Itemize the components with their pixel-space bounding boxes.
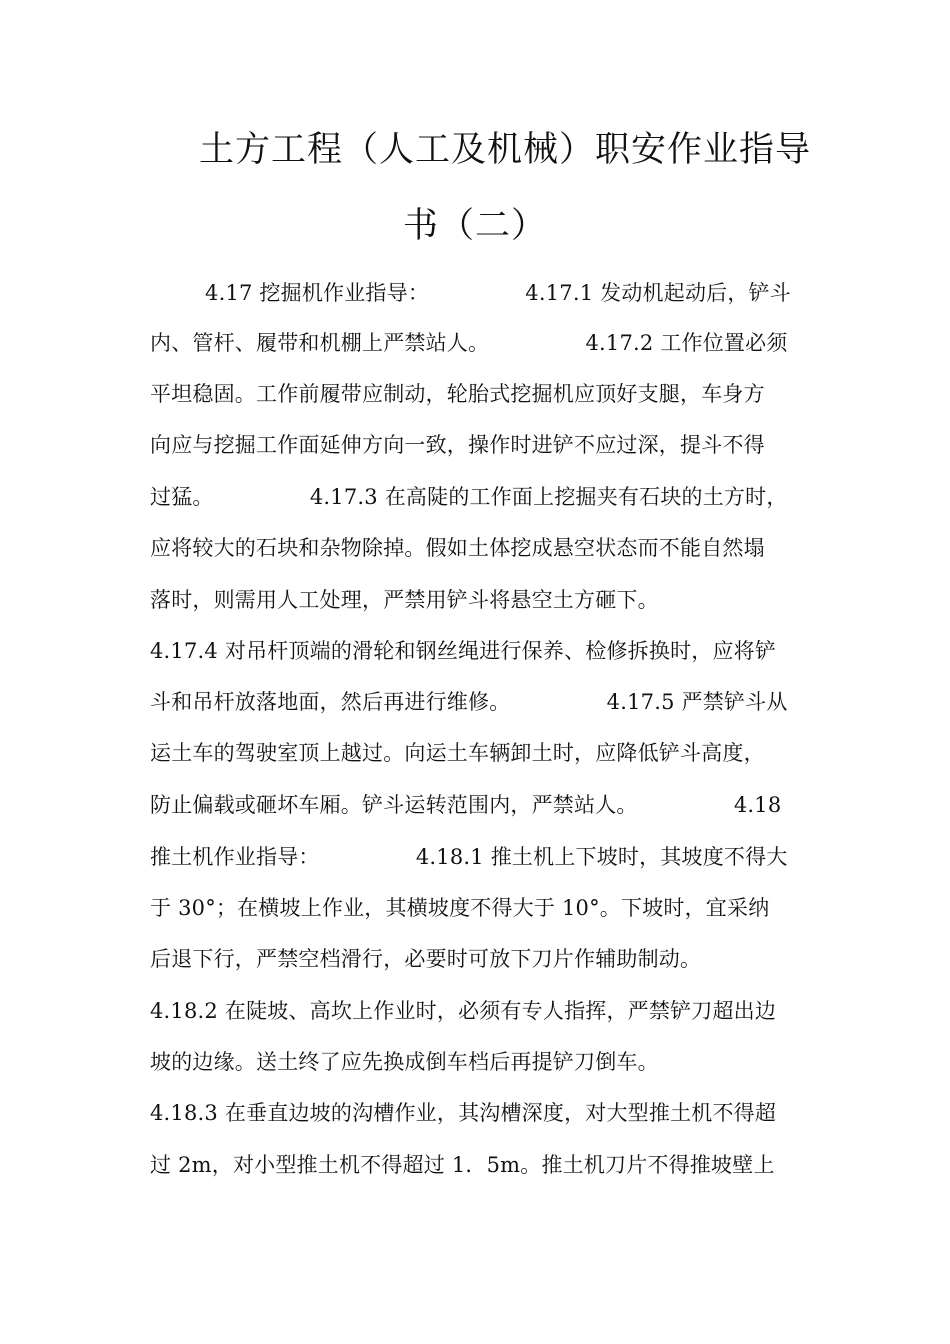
body-line: 内、管杆、履带和机棚上严禁站人。 4.17.2 工作位置必须 bbox=[150, 331, 788, 355]
body-line: 过猛。 4.17.3 在高陡的工作面上挖掘夹有石块的土方时， bbox=[150, 485, 788, 509]
document-title-line-1: 土方工程（人工及机械）职安作业指导 bbox=[198, 130, 811, 170]
body-line: 4.18.3 在垂直边坡的沟槽作业，其沟槽深度，对大型推土机不得超 bbox=[150, 1101, 777, 1125]
body-line: 防止偏载或砸坏车厢。铲斗运转范围内，严禁站人。 4.18 bbox=[150, 793, 782, 817]
body-line: 应将较大的石块和杂物除掉。假如土体挖成悬空状态而不能自然塌 bbox=[150, 536, 765, 560]
body-line: 落时，则需用人工处理，严禁用铲斗将悬空土方砸下。 bbox=[150, 588, 659, 612]
body-line: 过 2m，对小型推土机不得超过 1．5m。推土机刀片不得推坡壁上 bbox=[150, 1153, 775, 1177]
body-line: 推土机作业指导： 4.18.1 推土机上下坡时，其坡度不得大 bbox=[150, 845, 788, 869]
body-line: 后退下行，严禁空档滑行，必要时可放下刀片作辅助制动。 bbox=[150, 947, 702, 971]
body-line: 平坦稳固。工作前履带应制动，轮胎式挖掘机应顶好支腿，车身方 bbox=[150, 382, 765, 406]
body-line: 4.17.4 对吊杆顶端的滑轮和钢丝绳进行保养、检修拆换时，应将铲 bbox=[150, 639, 777, 663]
document-title-line-2: 书（二） bbox=[402, 206, 547, 246]
body-line: 坡的边缘。送土终了应先换成倒车档后再提铲刀倒车。 bbox=[150, 1050, 659, 1074]
body-line: 斗和吊杆放落地面，然后再进行维修。 4.17.5 严禁铲斗从 bbox=[150, 690, 788, 714]
body-line: 于 30°；在横坡上作业，其横坡度不得大于 10°。下坡时，宜采纳 bbox=[150, 896, 770, 920]
body-line: 4.17 挖掘机作业指导： 4.17.1 发动机起动后，铲斗 bbox=[150, 281, 791, 305]
body-line: 向应与挖掘工作面延伸方向一致，操作时进铲不应过深，提斗不得 bbox=[150, 433, 765, 457]
body-line: 4.18.2 在陡坡、高坎上作业时，必须有专人指挥，严禁铲刀超出边 bbox=[150, 999, 777, 1023]
body-line: 运土车的驾驶室顶上越过。向运土车辆卸土时，应降低铲斗高度， bbox=[150, 741, 765, 765]
